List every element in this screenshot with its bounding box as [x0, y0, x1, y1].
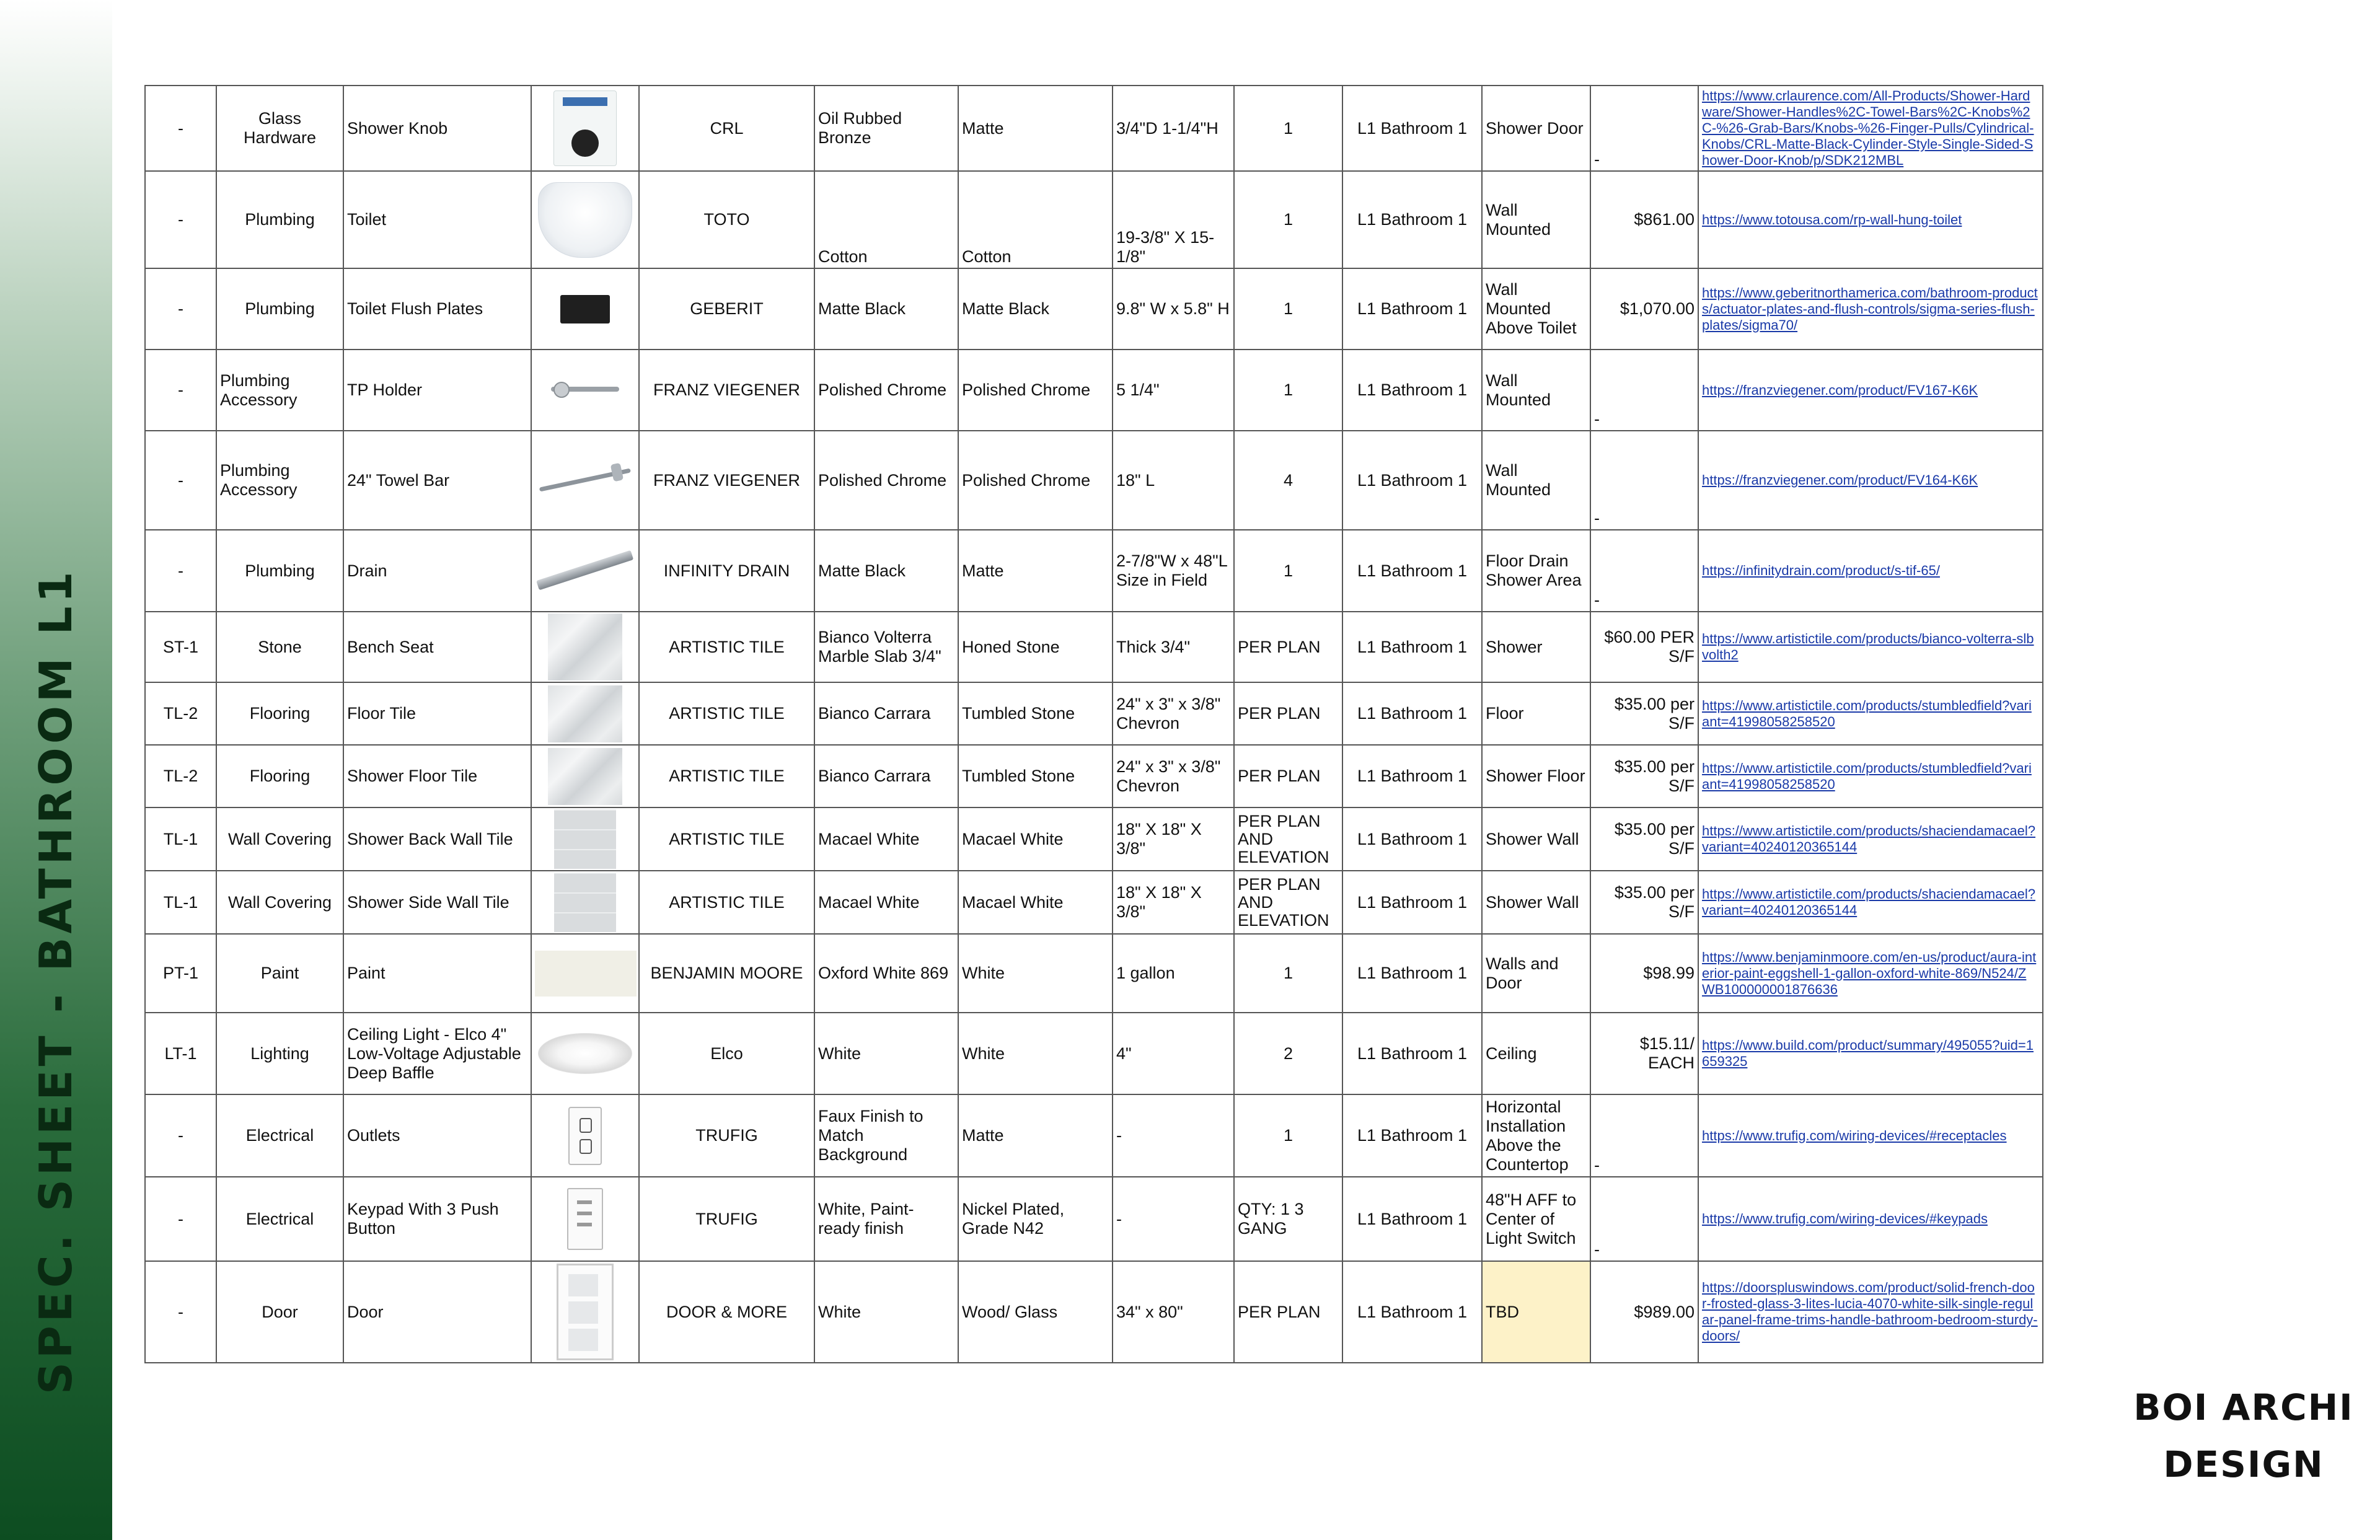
cell-code: PT-1 [145, 934, 216, 1013]
cell-image [531, 350, 639, 431]
cell-area: Wall Mounted [1482, 171, 1590, 268]
cell-area: Walls and Door [1482, 934, 1590, 1013]
cell-item: Floor Tile [343, 682, 531, 745]
cell-area: Ceiling [1482, 1013, 1590, 1094]
cell-price: $1,070.00 [1590, 268, 1698, 350]
cell-finish: Macael White [814, 807, 958, 871]
cell-location: L1 Bathroom 1 [1342, 807, 1482, 871]
cell-item: Shower Knob [343, 86, 531, 171]
product-link[interactable]: https://infinitydrain.com/product/s-tif-65/ [1698, 530, 2043, 612]
cell-area: Shower Wall [1482, 871, 1590, 934]
cell-color: Honed Stone [958, 612, 1113, 682]
cell-price: - [1590, 350, 1698, 431]
cell-area: Horizontal Installation Above the Countertop [1482, 1094, 1590, 1177]
cell-qty: PER PLAN AND ELEVATION [1234, 871, 1342, 934]
cell-item: Shower Side Wall Tile [343, 871, 531, 934]
cell-area: Wall Mounted [1482, 431, 1590, 530]
cell-location: L1 Bathroom 1 [1342, 431, 1482, 530]
cell-item: Paint [343, 934, 531, 1013]
cell-size: - [1113, 1177, 1234, 1261]
flush-plate-image [560, 295, 610, 323]
cell-finish: White [814, 1013, 958, 1094]
cell-size: 34" x 80" [1113, 1261, 1234, 1363]
cell-location: L1 Bathroom 1 [1342, 268, 1482, 350]
cell-qty: 1 [1234, 530, 1342, 612]
product-link[interactable]: https://www.totousa.com/rp-wall-hung-toilet [1698, 171, 2043, 268]
cell-item: Drain [343, 530, 531, 612]
cell-category: Door [216, 1261, 343, 1363]
table-row [145, 1094, 2043, 1177]
cell-color: Nickel Plated, Grade N42 [958, 1177, 1113, 1261]
cell-code: TL-2 [145, 682, 216, 745]
cell-item: 24" Towel Bar [343, 431, 531, 530]
cell-location: L1 Bathroom 1 [1342, 171, 1482, 268]
cell-color: Macael White [958, 807, 1113, 871]
cell-location: L1 Bathroom 1 [1342, 612, 1482, 682]
cell-finish: Matte Black [814, 530, 958, 612]
cell-image [531, 431, 639, 530]
cell-category: Wall Covering [216, 807, 343, 871]
table-row [145, 745, 2043, 807]
cell-price: $35.00 per S/F [1590, 682, 1698, 745]
cell-area: Shower Wall [1482, 807, 1590, 871]
cell-code: - [145, 268, 216, 350]
cell-code: ST-1 [145, 612, 216, 682]
cell-color: Macael White [958, 871, 1113, 934]
cell-category: Electrical [216, 1094, 343, 1177]
product-link[interactable]: https://www.geberitnorthamerica.com/bathroom-products/actuator-plates-and-flush-controls/sigma-series-flush-plates/sigma70/ [1698, 268, 2043, 350]
cell-finish: Matte Black [814, 268, 958, 350]
cell-item: Bench Seat [343, 612, 531, 682]
cell-price: $35.00 per S/F [1590, 745, 1698, 807]
cell-manufacturer: TOTO [639, 171, 814, 268]
cell-manufacturer: ARTISTIC TILE [639, 871, 814, 934]
cell-code: - [145, 431, 216, 530]
cell-size: 1 gallon [1113, 934, 1234, 1013]
cell-color: Polished Chrome [958, 350, 1113, 431]
cell-category: Plumbing [216, 171, 343, 268]
cell-location: L1 Bathroom 1 [1342, 934, 1482, 1013]
cell-price: $15.11/ EACH [1590, 1013, 1698, 1094]
cell-area: TBD [1482, 1261, 1590, 1363]
cell-size: 24" x 3" x 3/8" Chevron [1113, 682, 1234, 745]
cell-price: - [1590, 1094, 1698, 1177]
cell-qty: PER PLAN [1234, 612, 1342, 682]
cell-image [531, 934, 639, 1013]
cell-item: Toilet [343, 171, 531, 268]
product-link[interactable]: https://www.artistictile.com/products/stumbledfield?variant=41998058258520 [1698, 745, 2043, 807]
cell-price: - [1590, 530, 1698, 612]
product-link[interactable]: https://www.artistictile.com/products/bianco-volterra-slbvolth2 [1698, 612, 2043, 682]
product-link[interactable]: https://franzviegener.com/product/FV164-K6K [1698, 431, 2043, 530]
cell-image [531, 530, 639, 612]
table-row [145, 871, 2043, 934]
cell-category: Glass Hardware [216, 86, 343, 171]
cell-image [531, 1013, 639, 1094]
cell-manufacturer: BENJAMIN MOORE [639, 934, 814, 1013]
towel-bar-image [536, 452, 634, 508]
product-link[interactable]: https://www.build.com/product/summary/495055?uid=1659325 [1698, 1013, 2043, 1094]
cell-qty: 1 [1234, 171, 1342, 268]
cell-qty: 1 [1234, 1094, 1342, 1177]
cell-image [531, 86, 639, 171]
cell-area: Floor [1482, 682, 1590, 745]
paint-swatch-image [535, 951, 637, 997]
cell-color: Tumbled Stone [958, 682, 1113, 745]
cell-code: - [145, 1094, 216, 1177]
table-row [145, 86, 2043, 171]
table-row [145, 350, 2043, 431]
cell-code: - [145, 1261, 216, 1363]
cell-code: - [145, 86, 216, 171]
table-row [145, 268, 2043, 350]
cell-location: L1 Bathroom 1 [1342, 350, 1482, 431]
cell-qty: PER PLAN [1234, 745, 1342, 807]
product-link[interactable]: https://www.trufig.com/wiring-devices/#keypads [1698, 1177, 2043, 1261]
cell-qty: PER PLAN AND ELEVATION [1234, 807, 1342, 871]
table-row [145, 1013, 2043, 1094]
cell-code: - [145, 530, 216, 612]
cell-location: L1 Bathroom 1 [1342, 1013, 1482, 1094]
floor-tile-image [548, 685, 622, 742]
cell-color: Polished Chrome [958, 431, 1113, 530]
cell-finish: White, Paint-ready finish [814, 1177, 958, 1261]
cell-size: 2-7/8"W x 48"L Size in Field [1113, 530, 1234, 612]
cell-category: Plumbing Accessory [216, 350, 343, 431]
cell-size: 5 1/4" [1113, 350, 1234, 431]
cell-qty: 1 [1234, 86, 1342, 171]
ceiling-light-image [538, 1033, 632, 1074]
cell-item: TP Holder [343, 350, 531, 431]
cell-location: L1 Bathroom 1 [1342, 530, 1482, 612]
tp-holder-image [551, 378, 619, 403]
outlet-image [568, 1107, 602, 1165]
cell-finish: Faux Finish to Match Background [814, 1094, 958, 1177]
back-wall-tile-image [554, 809, 616, 869]
cell-size: 9.8" W x 5.8" H [1113, 268, 1234, 350]
cell-color: Tumbled Stone [958, 745, 1113, 807]
cell-qty: 1 [1234, 934, 1342, 1013]
product-link[interactable]: https://doorspluswindows.com/product/solid-french-door-frosted-glass-3-lites-lucia-4070-white-silk-single-regular-panel-frame-trims-handle-bathroom-bedroom-sturdy-doors/ [1698, 1261, 2043, 1363]
cell-price: $60.00 PER S/F [1590, 612, 1698, 682]
brand-logo [2107, 1379, 2380, 1493]
cell-category: Paint [216, 934, 343, 1013]
cell-category: Flooring [216, 745, 343, 807]
cell-manufacturer: ARTISTIC TILE [639, 612, 814, 682]
cell-location: L1 Bathroom 1 [1342, 871, 1482, 934]
cell-image [531, 682, 639, 745]
cell-item: Toilet Flush Plates [343, 268, 531, 350]
brand-line-2: DESIGN [2163, 1443, 2324, 1485]
cell-finish: Oxford White 869 [814, 934, 958, 1013]
cell-area: 48"H AFF to Center of Light Switch [1482, 1177, 1590, 1261]
cell-manufacturer: FRANZ VIEGENER [639, 431, 814, 530]
cell-manufacturer: TRUFIG [639, 1177, 814, 1261]
cell-finish: Bianco Volterra Marble Slab 3/4" [814, 612, 958, 682]
cell-item: Ceiling Light - Elco 4" Low-Voltage Adjustable Deep Baffle [343, 1013, 531, 1094]
table-row [145, 682, 2043, 745]
cell-qty: 1 [1234, 350, 1342, 431]
shower-knob-image [553, 90, 617, 166]
cell-area: Shower Door [1482, 86, 1590, 171]
cell-price: $35.00 per S/F [1590, 807, 1698, 871]
cell-size: Thick 3/4" [1113, 612, 1234, 682]
cell-size: 18" L [1113, 431, 1234, 530]
cell-category: Plumbing [216, 268, 343, 350]
sidebar-banner [0, 0, 112, 1540]
cell-manufacturer: DOOR & MORE [639, 1261, 814, 1363]
cell-finish: Polished Chrome [814, 350, 958, 431]
cell-category: Wall Covering [216, 871, 343, 934]
page-title: SPEC. SHEET - BATHROOM L1 [30, 568, 82, 1394]
cell-image [531, 745, 639, 807]
cell-code: - [145, 171, 216, 268]
table-row [145, 431, 2043, 530]
cell-location: L1 Bathroom 1 [1342, 745, 1482, 807]
cell-finish: Bianco Carrara [814, 745, 958, 807]
cell-item: Outlets [343, 1094, 531, 1177]
cell-area: Floor Drain Shower Area [1482, 530, 1590, 612]
stone-slab-image [548, 614, 622, 680]
cell-area: Wall Mounted Above Toilet [1482, 268, 1590, 350]
cell-category: Plumbing [216, 530, 343, 612]
cell-qty: PER PLAN [1234, 682, 1342, 745]
table-row [145, 171, 2043, 268]
cell-area: Shower Floor [1482, 745, 1590, 807]
cell-qty: 2 [1234, 1013, 1342, 1094]
cell-item: Shower Back Wall Tile [343, 807, 531, 871]
cell-qty: PER PLAN [1234, 1261, 1342, 1363]
keypad-image [567, 1188, 603, 1250]
cell-image [531, 1094, 639, 1177]
table-row [145, 530, 2043, 612]
cell-code: - [145, 350, 216, 431]
cell-price: - [1590, 431, 1698, 530]
cell-manufacturer: TRUFIG [639, 1094, 814, 1177]
product-link[interactable]: https://franzviegener.com/product/FV167-K6K [1698, 350, 2043, 431]
cell-image [531, 171, 639, 268]
cell-image [531, 1261, 639, 1363]
cell-image [531, 1177, 639, 1261]
cell-item: Shower Floor Tile [343, 745, 531, 807]
cell-code: TL-1 [145, 871, 216, 934]
cell-finish: Cotton [814, 171, 958, 268]
cell-manufacturer: Elco [639, 1013, 814, 1094]
cell-category: Lighting [216, 1013, 343, 1094]
cell-location: L1 Bathroom 1 [1342, 1261, 1482, 1363]
cell-price: - [1590, 1177, 1698, 1261]
product-link[interactable]: https://www.artistictile.com/products/shaciendamacael?variant=40240120365144 [1698, 871, 2043, 934]
product-link[interactable]: https://www.artistictile.com/products/stumbledfield?variant=41998058258520 [1698, 682, 2043, 745]
cell-price: $989.00 [1590, 1261, 1698, 1363]
cell-qty: QTY: 1 3 GANG [1234, 1177, 1342, 1261]
cell-price: $98.99 [1590, 934, 1698, 1013]
cell-image [531, 871, 639, 934]
cell-category: Flooring [216, 682, 343, 745]
cell-price: - [1590, 86, 1698, 171]
cell-location: L1 Bathroom 1 [1342, 682, 1482, 745]
cell-area: Shower [1482, 612, 1590, 682]
cell-color: Matte [958, 86, 1113, 171]
product-link[interactable]: https://www.artistictile.com/products/shaciendamacael?variant=40240120365144 [1698, 807, 2043, 871]
cell-manufacturer: CRL [639, 86, 814, 171]
cell-price: $861.00 [1590, 171, 1698, 268]
table-row [145, 934, 2043, 1013]
cell-color: Matte [958, 530, 1113, 612]
cell-category: Electrical [216, 1177, 343, 1261]
cell-code: TL-2 [145, 745, 216, 807]
door-image [557, 1264, 614, 1360]
cell-size: 24" x 3" x 3/8" Chevron [1113, 745, 1234, 807]
cell-manufacturer: INFINITY DRAIN [639, 530, 814, 612]
table-row [145, 612, 2043, 682]
cell-finish: Polished Chrome [814, 431, 958, 530]
product-link[interactable]: https://www.crlaurence.com/All-Products/Shower-Hardware/Shower-Handles%2C-Towel-Bars%2C-Knobs%2C-%26-Grab-Bars/Knobs-%26-Finger-Pulls/Cylindrical-Knobs/CRL-Matte-Black-Cylinder-Style-Single-Sided-Shower-Door-Knob/p/SDK212MBL [1698, 86, 2043, 171]
cell-manufacturer: FRANZ VIEGENER [639, 350, 814, 431]
cell-finish: Bianco Carrara [814, 682, 958, 745]
toilet-image [538, 182, 632, 258]
brand-line-1: BOI ARCHI [2133, 1386, 2354, 1428]
cell-finish: Oil Rubbed Bronze [814, 86, 958, 171]
table-row [145, 1177, 2043, 1261]
cell-finish: Macael White [814, 871, 958, 934]
side-wall-tile-image [554, 873, 616, 932]
cell-price: $35.00 per S/F [1590, 871, 1698, 934]
cell-location: L1 Bathroom 1 [1342, 1094, 1482, 1177]
drain-image [531, 535, 639, 607]
cell-code: - [145, 1177, 216, 1261]
cell-size: 4" [1113, 1013, 1234, 1094]
cell-qty: 4 [1234, 431, 1342, 530]
cell-size: 19-3/8" X 15-1/8" [1113, 171, 1234, 268]
cell-image [531, 807, 639, 871]
spec-table [144, 85, 2043, 1363]
cell-color: Wood/ Glass [958, 1261, 1113, 1363]
cell-location: L1 Bathroom 1 [1342, 86, 1482, 171]
cell-color: Cotton [958, 171, 1113, 268]
cell-size: - [1113, 1094, 1234, 1177]
cell-color: Matte Black [958, 268, 1113, 350]
cell-qty: 1 [1234, 268, 1342, 350]
cell-item: Door [343, 1261, 531, 1363]
cell-area: Wall Mounted [1482, 350, 1590, 431]
cell-manufacturer: ARTISTIC TILE [639, 682, 814, 745]
cell-category: Stone [216, 612, 343, 682]
cell-code: TL-1 [145, 807, 216, 871]
cell-item: Keypad With 3 Push Button [343, 1177, 531, 1261]
table-row [145, 1261, 2043, 1363]
product-link[interactable]: https://www.benjaminmoore.com/en-us/product/aura-interior-paint-eggshell-1-gallon-oxford-white-869/N524/ZWB100000001876636 [1698, 934, 2043, 1013]
cell-code: LT-1 [145, 1013, 216, 1094]
cell-size: 3/4"D 1-1/4"H [1113, 86, 1234, 171]
cell-category: Plumbing Accessory [216, 431, 343, 530]
cell-image [531, 268, 639, 350]
cell-color: White [958, 1013, 1113, 1094]
table-row [145, 807, 2043, 871]
product-link[interactable]: https://www.trufig.com/wiring-devices/#receptacles [1698, 1094, 2043, 1177]
cell-size: 18" X 18" X 3/8" [1113, 807, 1234, 871]
cell-size: 18" X 18" X 3/8" [1113, 871, 1234, 934]
cell-manufacturer: ARTISTIC TILE [639, 807, 814, 871]
shower-floor-tile-image [548, 748, 622, 805]
cell-color: Matte [958, 1094, 1113, 1177]
cell-color: White [958, 934, 1113, 1013]
cell-finish: White [814, 1261, 958, 1363]
cell-location: L1 Bathroom 1 [1342, 1177, 1482, 1261]
cell-manufacturer: ARTISTIC TILE [639, 745, 814, 807]
cell-image [531, 612, 639, 682]
cell-manufacturer: GEBERIT [639, 268, 814, 350]
